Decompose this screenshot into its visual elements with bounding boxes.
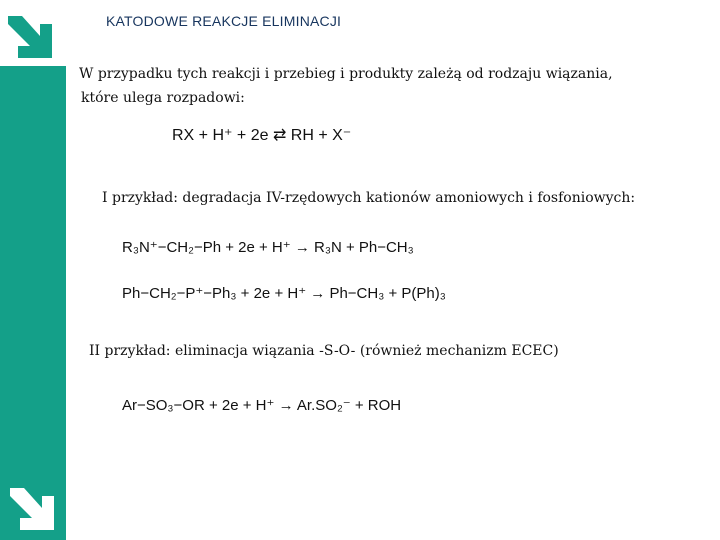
slide-title: KATODOWE REAKCJE ELIMINACJI: [106, 13, 342, 29]
intro-line-1: W przypadku tych reakcji i przebieg i produkty zależą od rodzaju wiązania,: [79, 66, 613, 82]
example2-equation: Ar−SO₃−OR + 2e + H⁺ → Ar.SO₂⁻ + ROH: [122, 397, 402, 414]
example1-heading: I przykład: degradacja IV-rzędowych kationów amoniowych i fosfoniowych:: [102, 190, 636, 206]
intro-line-2: które ulega rozpadowi:: [81, 90, 245, 106]
general-equation: RX + H⁺ + 2e ⇄ RH + X⁻: [172, 127, 352, 144]
arrow-logo-icon: [2, 6, 60, 64]
arrow-logo-icon: [4, 478, 62, 536]
sidebar-band: [0, 0, 66, 540]
example1-equation-1: R₃N⁺−CH₂−Ph + 2e + H⁺ → R₃N + Ph−CH₃: [122, 239, 414, 256]
example1-equation-2: Ph−CH₂−P⁺−Ph₃ + 2e + H⁺ → Ph−CH₃ + P(Ph)₃: [122, 285, 446, 302]
example2-heading: II przykład: eliminacja wiązania -S-O- (również mechanizm ECEC): [89, 343, 559, 359]
